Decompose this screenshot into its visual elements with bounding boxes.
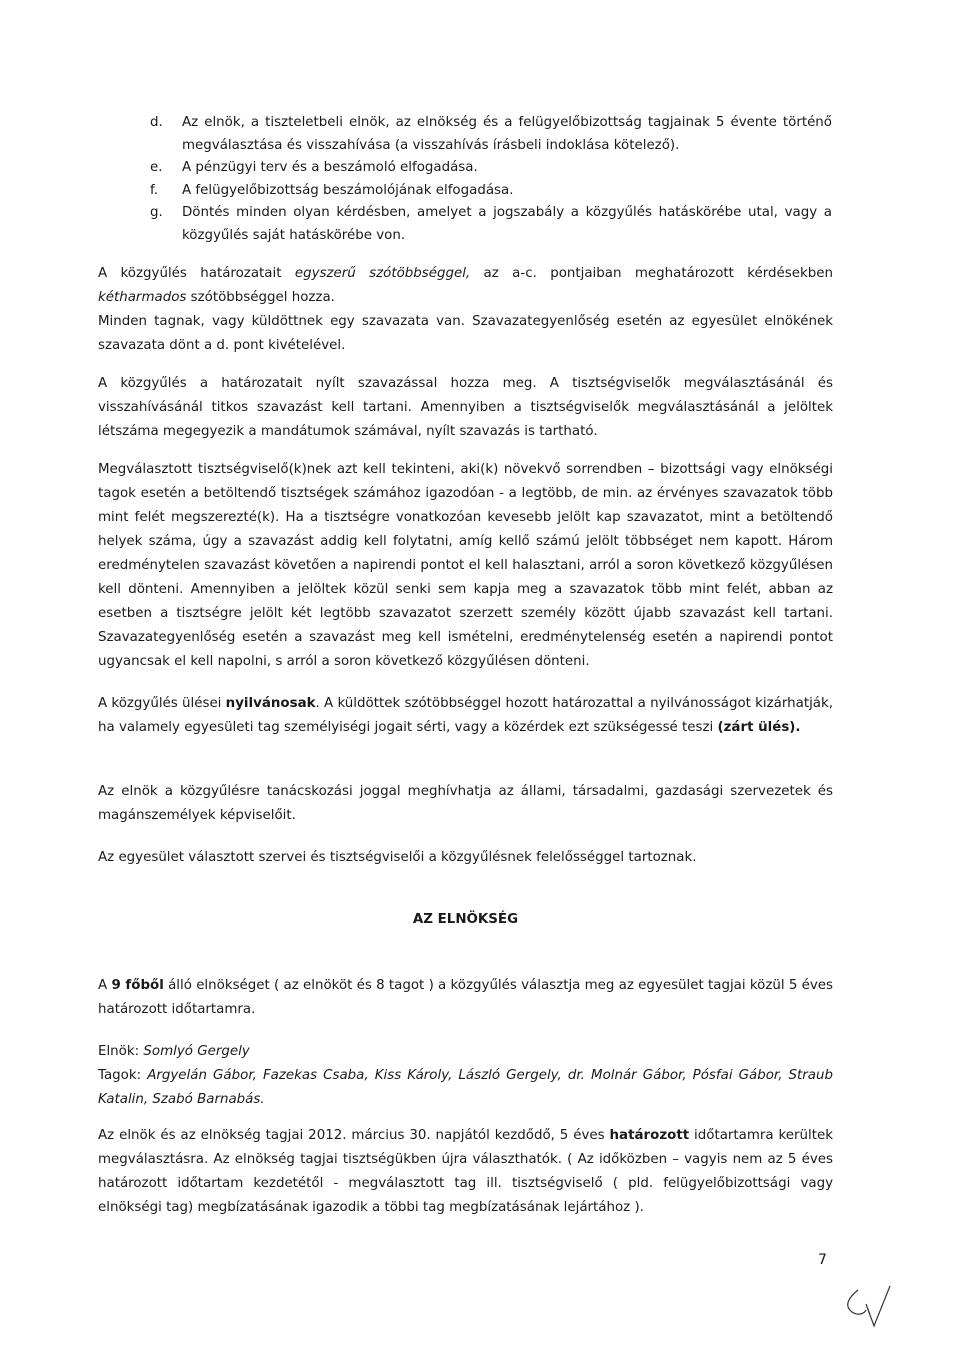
para1-text-c: az a-c. pontjaiban meghatározott kérdésekben — [470, 266, 833, 281]
public-sessions-paragraph — [98, 692, 833, 740]
initials-signature-icon — [838, 1282, 898, 1332]
president-name: Somlyó Gergely — [143, 1044, 250, 1059]
para8-text-a: Az elnök és az elnökség tagjai 2012. március 30. napjától kezdődő, 5 éves — [98, 1128, 610, 1143]
page-number: 7 — [818, 1252, 827, 1268]
para7-emphasis-count: 9 főből — [111, 978, 164, 993]
invitation-paragraph — [98, 780, 833, 828]
para1-text-a: A közgyűlés határozatait — [98, 266, 295, 281]
para5-text: Az elnök a közgyűlésre tanácskozási joggal meghívhatja az állami, társadalmi, gazdasági szervezetek és magánszemélyek képviselőit. — [98, 784, 833, 823]
para4-text-a: A közgyűlés ülései — [98, 696, 226, 711]
section-heading: AZ ELNÖKSÉG — [412, 912, 519, 927]
term-paragraph — [98, 1124, 833, 1220]
para8-text-c: időtartamra kerültek megválasztásra. Az elnökség tagjai tisztségükben újra választhatók. ( Az időközben – vagyis nem az 5 éves határozott időtartam kezdetétől - megválasztott tag ill. tisztségviselő ( pld. felügyelőbizottsági vagy elnökségi tag) megbízatásának igazodik a többi tag megbízatásának lejártához ). — [98, 1128, 833, 1215]
list-item — [150, 202, 832, 247]
president-label: Elnök: — [98, 1044, 144, 1059]
competence-list — [150, 112, 832, 247]
list-item-text: A felügyelőbizottság beszámolójának elfogadása. — [182, 182, 514, 198]
para4-emphasis-closed: (zárt ülés). — [717, 720, 801, 735]
members-names: Argyelán Gábor, Fazekas Csaba, Kiss Károly, László Gergely, dr. Molnár Gábor, Pósfai Gábor, Straub Katalin, Szabó Barnabás. — [98, 1068, 833, 1107]
para6-text: Az egyesület választott szervei és tisztségviselői a közgyűlésnek felelősséggel tartoznak. — [98, 850, 697, 865]
list-item — [150, 112, 832, 157]
para2-text: A közgyűlés a határozatait nyílt szavazással hozza meg. A tisztségviselők megválasztásánál és visszahívásánál titkos szavazást kell tartani. Amennyiben a tisztségviselők megválasztásánál a jelöltek létszáma megegyezik a mandátumok számával, nyílt szavazás is tartható. — [98, 376, 833, 439]
members-line — [98, 1064, 833, 1112]
list-item-text: A pénzügyi terv és a beszámoló elfogadása. — [182, 160, 478, 175]
accountability-paragraph — [98, 846, 833, 870]
para1-emphasis-simple-majority: egyszerű szótöbbséggel, — [294, 266, 471, 281]
list-marker: g. — [150, 205, 163, 220]
para4-emphasis-public: nyilvánosak — [225, 696, 316, 711]
voting-majority-paragraph — [98, 262, 833, 358]
para4-text-c: . A küldöttek szótöbbséggel hozott határozattal a nyilvánosságot kizárhatják, ha valamely egyesületi tag személyiségi jogait sérti, vagy a közérdek ezt szükségessé teszi — [98, 696, 834, 735]
para1-emphasis-two-thirds: kétharmados — [98, 290, 187, 305]
board-composition-paragraph — [98, 974, 833, 1022]
list-item — [150, 157, 832, 180]
para1-votes-line: Minden tagnak, vagy küldöttnek egy szavazata van. Szavazategyenlőség esetén az egyesület elnökének szavazata dönt a d. pont kivételével. — [98, 314, 833, 353]
election-rules-paragraph — [98, 458, 833, 674]
para1-text-e: szótöbbséggel hozza. — [186, 290, 335, 305]
president-line — [98, 1040, 833, 1064]
para7-text-a: A — [98, 978, 112, 993]
list-item-text: Döntés minden olyan kérdésben, amelyet a jogszabály a közgyűlés hatáskörébe utal, vagy a közgyűlés saját hatáskörébe von. — [182, 205, 832, 243]
list-marker: d. — [150, 115, 163, 130]
para3-text: Megválasztott tisztségviselő(k)nek azt kell tekinteni, aki(k) növekvő sorrendben – bizottsági vagy elnökségi tagok esetén a betöltendő tisztségek számához igazodóan - a legtöbb, de min. az érvényes szavazatok több mint felét megszerezté(k). Ha a tisztségre vonatkozóan kevesebb jelölt kap szavazatot, mint a betöltendő helyek száma, úgy a szavazást addig kell folytatni, amíg kellő számú jelölt többséget nem kapott. Három eredménytelen szavazást követően a napirendi pontot el kell halasztani, arról a soron következő közgyűlésen kell dönteni. Amennyiben a jelöltek közül senki sem kapja meg a szavazatok több mint felét, abban az esetben a tisztségre jelölt két legtöbb szavazatot szerzett személy között újabb szavazást kell tartani. Szavazategyenlőség esetén a szavazást meg kell ismételni, eredménytelenség esetén a napirendi pontot ugyancsak el kell napolni, s arról a soron következő közgyűlésen dönteni. — [98, 462, 833, 669]
members-label: Tagok: — [98, 1068, 148, 1083]
list-item — [150, 180, 832, 203]
list-item-text: Az elnök, a tiszteletbeli elnök, az elnökség és a felügyelőbizottság tagjainak 5 évente történő megválasztása és visszahívása (a visszahívás írásbeli indoklása kötelező). — [182, 115, 832, 153]
open-voting-paragraph — [98, 372, 833, 444]
board-members-block — [98, 1040, 833, 1112]
list-marker: e. — [150, 160, 163, 175]
para8-emphasis-fixed: határozott — [609, 1128, 690, 1143]
para7-text-c: álló elnökséget ( az elnököt és 8 tagot ) a közgyűlés választja meg az egyesület tagjai közül 5 éves határozott időtartamra. — [98, 978, 833, 1017]
list-marker: f. — [150, 182, 158, 198]
